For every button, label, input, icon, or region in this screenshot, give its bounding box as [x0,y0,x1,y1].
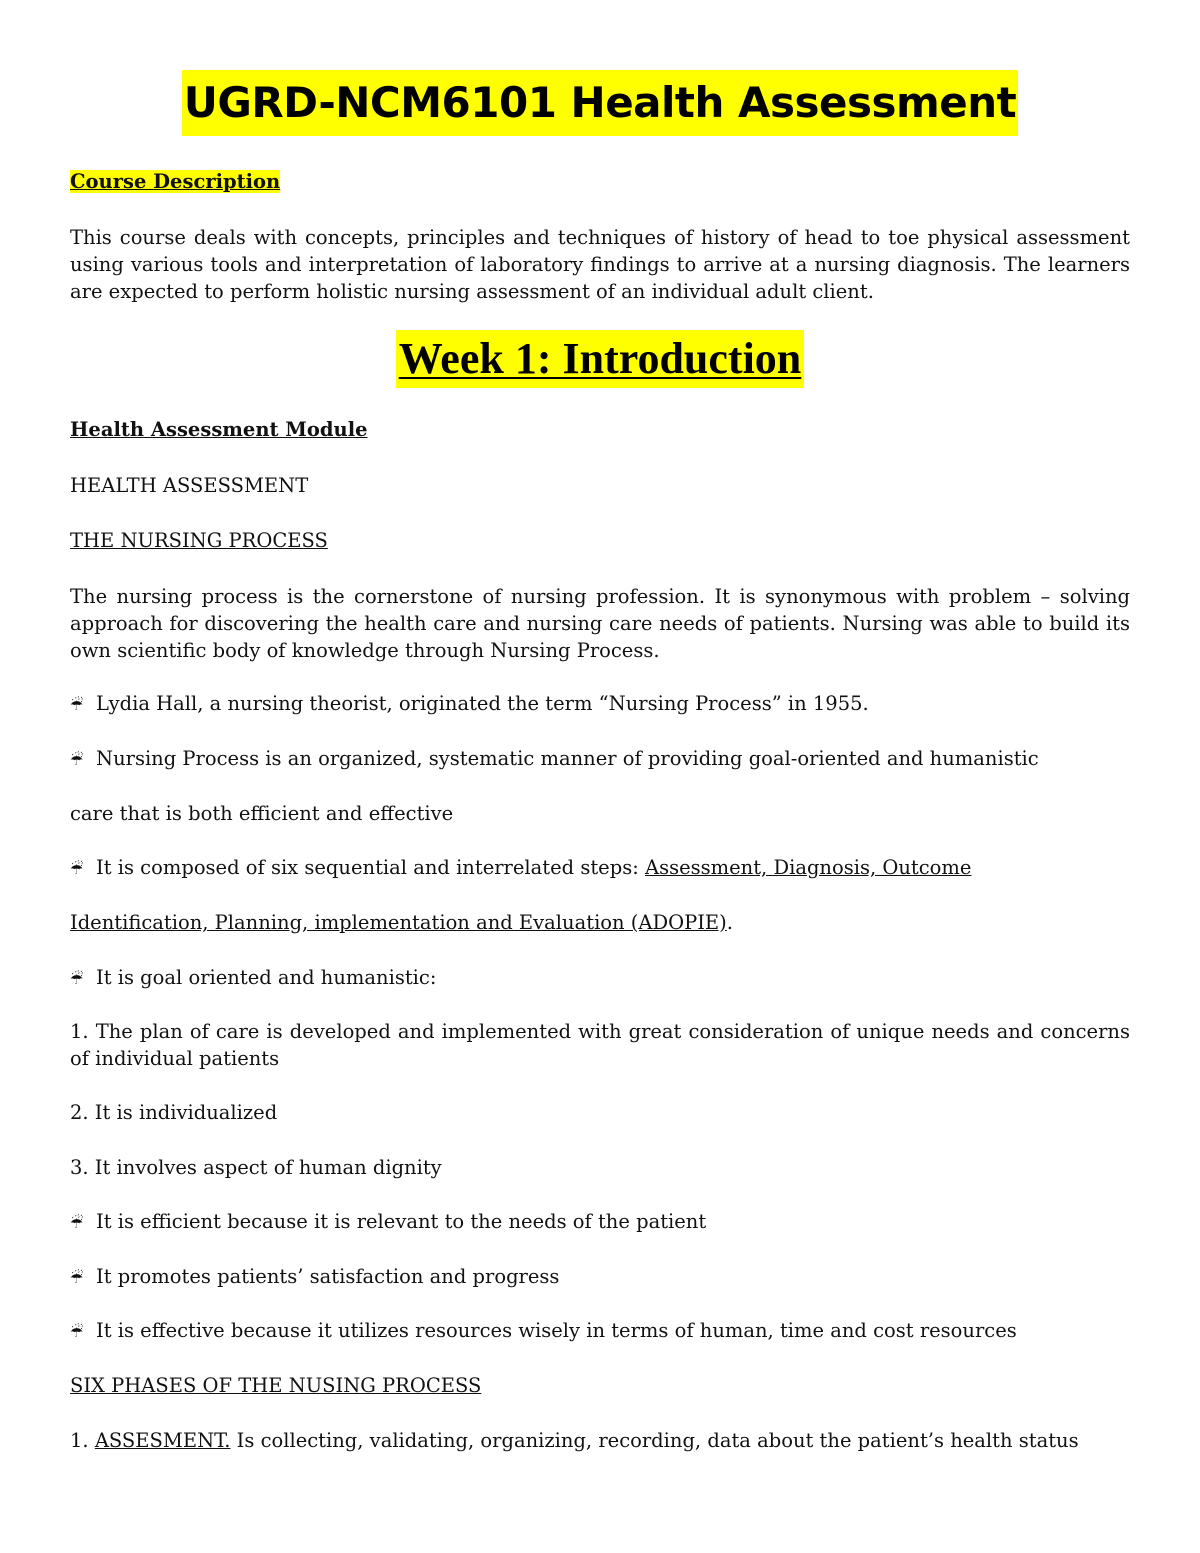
title-container [0,70,1200,136]
document-title: UGRD-NCM6101 Health Assessment [182,70,1018,136]
umbrella-rain-icon: ☔ [70,696,84,714]
course-description-heading: Course Description [70,170,281,193]
assessment-item [70,1427,1130,1454]
week-title: Week 1: Introduction [396,330,805,388]
umbrella-rain-icon: ☔ [70,1269,84,1287]
adopie-steps-part-1: Assessment, Diagnosis, Outcome [644,856,972,879]
bullet-item [70,964,1130,993]
module-heading-block [70,416,1130,443]
numbered-item: 1. The plan of care is developed and implemented with great consideration of unique needs and concerns of individual patients [70,1020,1130,1070]
bullet-suffix: . [726,911,733,934]
umbrella-rain-icon: ☔ [70,1323,84,1341]
nursing-process-heading-block [70,527,1130,554]
bullet-text: It is goal oriented and humanistic: [96,966,437,989]
course-description-heading-block [70,168,1130,195]
numbered-item: 2. It is individualized [70,1101,278,1124]
bullet-continuation [70,909,1130,936]
nursing-process-paragraph: The nursing process is the cornerstone of nursing profession. It is synonymous with problem – solving approach for discovering the health care and nursing care needs of patients. Nursing was able to build its own scientific body of knowledge through Nursing Process. [70,585,1130,662]
bullet-item [70,1317,1130,1346]
bullet-text: It is effective because it utilizes resources wisely in terms of human, time and cost resources [96,1319,1017,1342]
adopie-steps-part-2: Identification, Planning, implementation and Evaluation (ADOPIE) [70,911,727,934]
bullet-text: It promotes patients’ satisfaction and progress [96,1265,560,1288]
assessment-term: ASSESMENT. [94,1429,231,1452]
umbrella-rain-icon: ☔ [70,751,84,769]
umbrella-rain-icon: ☔ [70,860,84,878]
numbered-item: 3. It involves aspect of human dignity [70,1156,442,1179]
module-heading: Health Assessment Module [70,418,368,441]
health-assessment-label: HEALTH ASSESSMENT [70,474,309,497]
six-phases-heading-block [70,1372,1130,1399]
assessment-text: Is collecting, validating, organizing, recording, data about the patient’s health status [230,1429,1079,1452]
week-title-container [0,330,1200,388]
bullet-text: Nursing Process is an organized, systematic manner of providing goal-oriented and humanistic [96,747,1039,770]
bullet-item [70,745,1130,774]
six-phases-heading: SIX PHASES OF THE NUSING PROCESS [70,1374,482,1397]
umbrella-rain-icon: ☔ [70,1214,84,1232]
bullet-text: It is efficient because it is relevant to the needs of the patient [96,1210,707,1233]
assessment-number: 1. [70,1429,95,1452]
bullet-item [70,1208,1130,1237]
course-description-text: This course deals with concepts, principles and techniques of history of head to toe physical assessment using various tools and interpretation of laboratory findings to arrive at a nursing diagnosis. The learners are expected to perform holistic nursing assessment of an individual adult client. [70,226,1130,303]
bullet-text: Lydia Hall, a nursing theorist, originated the term “Nursing Process” in 1955. [96,692,869,715]
nursing-process-heading: THE NURSING PROCESS [70,529,328,552]
bullet-continuation: care that is both efficient and effective [70,802,454,825]
umbrella-rain-icon: ☔ [70,970,84,988]
bullet-item [70,854,1130,883]
bullet-text: It is composed of six sequential and interrelated steps: [96,856,645,879]
bullet-item [70,1263,1130,1292]
bullet-item [70,690,1130,719]
